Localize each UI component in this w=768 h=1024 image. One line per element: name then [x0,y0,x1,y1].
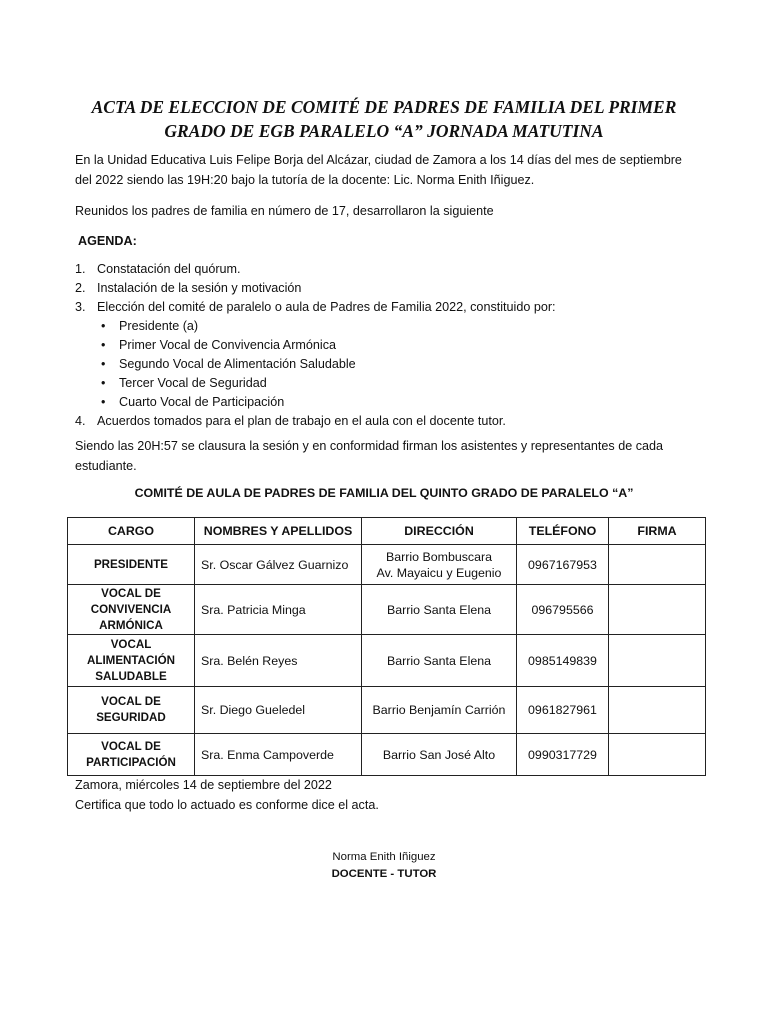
cargo-line: VOCAL [110,637,152,651]
committee-roles-list [97,317,556,412]
committee-role-text: Tercer Vocal de Seguridad [119,376,267,390]
bullet-icon: • [101,357,106,371]
cell-nombre: Sr. Diego Gueledel [195,687,362,734]
cell-cargo [68,687,195,734]
cell-firma [609,734,706,776]
table-row [68,687,706,734]
bullet-icon: • [101,319,106,333]
committee-role-text: Presidente (a) [119,319,199,333]
cell-telefono: 0961827961 [517,687,609,734]
table-row [68,734,706,776]
cell-direccion [362,635,517,687]
cell-nombre: Sra. Enma Campoverde [195,734,362,776]
bullet-icon: • [101,395,106,409]
title-line-2: GRADO DE EGB PARALELO “A” JORNADA MATUTINA [164,121,604,141]
agenda-item-number: 2. [75,281,86,295]
direccion-line: Barrio San José Alto [382,747,496,762]
committee-role-item [97,317,556,336]
header-cargo: CARGO [68,518,195,545]
committee-role-item [97,336,556,355]
agenda-item-text: Instalación de la sesión y motivación [97,281,302,295]
table-header-row [68,518,706,545]
committee-role-text: Primer Vocal de Convivencia Armónica [119,338,336,352]
agenda-item-number: 4. [75,414,86,428]
bullet-icon: • [101,376,106,390]
agenda-item-text: Acuerdos tomados para el plan de trabajo en el aula con el docente tutor. [97,414,506,428]
committee-role-item [97,393,556,412]
agenda-item [75,412,556,431]
cargo-line: ALIMENTACIÓN [86,653,176,667]
agenda-heading: AGENDA: [78,234,137,248]
cell-firma [609,635,706,687]
committee-role-item [97,355,556,374]
closing-line-1: Siendo las 20H:57 se clausura la sesión y en conformidad firman los asistentes y representantes de cada [75,439,664,453]
committee-table-title: COMITÉ DE AULA DE PADRES DE FAMILIA DEL QUINTO GRADO DE PARALELO “A” [134,486,634,500]
cell-telefono: 0967167953 [517,545,609,585]
cell-direccion [362,545,517,585]
cargo-line: PARTICIPACIÓN [86,755,176,769]
agenda-item-text: Constatación del quórum. [97,262,241,276]
direccion-line: Barrio Bombuscara [385,549,493,564]
cargo-line: PRESIDENTE [93,557,169,571]
agenda-item [75,279,556,298]
cell-telefono: 0990317729 [517,734,609,776]
cargo-line: SEGURIDAD [96,711,166,724]
closing-paragraph [75,437,715,476]
cell-telefono: 0985149839 [517,635,609,687]
cell-nombre: Sra. Patricia Minga [195,585,362,635]
cell-direccion [362,687,517,734]
signer-name: Norma Enith Iñiguez [332,851,436,863]
cell-firma [609,545,706,585]
header-nombres: NOMBRES Y APELLIDOS [195,518,362,545]
table-row [68,545,706,585]
cell-cargo [68,545,195,585]
committee-role-item [97,374,556,393]
direccion-line: Av. Mayaicu y Eugenio [376,565,502,580]
cell-telefono: 096795566 [517,585,609,635]
table-row [68,585,706,635]
header-direccion: DIRECCIÓN [362,518,517,545]
agenda-item [75,260,556,279]
cell-cargo [68,734,195,776]
header-firma: FIRMA [609,518,706,545]
cell-direccion [362,585,517,635]
date-line: Zamora, miércoles 14 de septiembre del 2022 [75,778,332,792]
direccion-line: Barrio Santa Elena [386,653,491,668]
cargo-line: VOCAL DE [101,695,161,708]
cell-direccion [362,734,517,776]
cell-firma [609,585,706,635]
document-title [60,95,708,143]
certify-line: Certifica que todo lo actuado es conforme dice el acta. [75,798,379,812]
agenda-item-text: Elección del comité de paralelo o aula de Padres de Familia 2022, constituido por: [97,300,556,314]
signer-role: DOCENTE - TUTOR [331,868,437,880]
cell-cargo [68,585,195,635]
direccion-line: Barrio Benjamín Carrión [372,703,506,717]
agenda-item-number: 3. [75,300,86,314]
cell-cargo [68,635,195,687]
cell-nombre: Sr. Oscar Gálvez Guarnizo [195,545,362,585]
agenda-item [75,298,556,412]
agenda-heading-label: AGENDA [78,234,133,248]
header-telefono: TELÉFONO [517,518,609,545]
cargo-line: ARMÓNICA [99,618,163,632]
committee-role-text: Segundo Vocal de Alimentación Saludable [119,357,356,371]
intro-line-1: En la Unidad Educativa Luis Felipe Borja del Alcázar, ciudad de Zamora a los 14 días del mes de septiembre [75,153,682,167]
cargo-line: SALUDABLE [95,669,167,683]
cargo-line: CONVIVENCIA [90,602,172,616]
agenda-list [75,260,556,431]
intro-paragraph [75,151,715,190]
committee-role-text: Cuarto Vocal de Participación [119,395,285,409]
cargo-line: VOCAL DE [101,739,161,753]
title-line-1: ACTA DE ELECCION DE COMITÉ DE PADRES DE FAMILIA DEL PRIMER [91,97,677,117]
intro-line-2: del 2022 siendo las 19H:20 bajo la tutoría de la docente: Lic. Norma Enith Iñiguez. [75,172,535,187]
attendance-paragraph: Reunidos los padres de familia en número de 17, desarrollaron la siguiente [75,204,494,218]
cell-firma [609,687,706,734]
cell-nombre: Sra. Belén Reyes [195,635,362,687]
cargo-line: VOCAL DE [101,586,161,600]
direccion-line: Barrio Santa Elena [386,602,491,617]
closing-line-2: estudiante. [75,458,137,473]
committee-table [67,517,706,776]
table-row [68,635,706,687]
agenda-item-number: 1. [75,262,86,276]
bullet-icon: • [101,338,106,352]
